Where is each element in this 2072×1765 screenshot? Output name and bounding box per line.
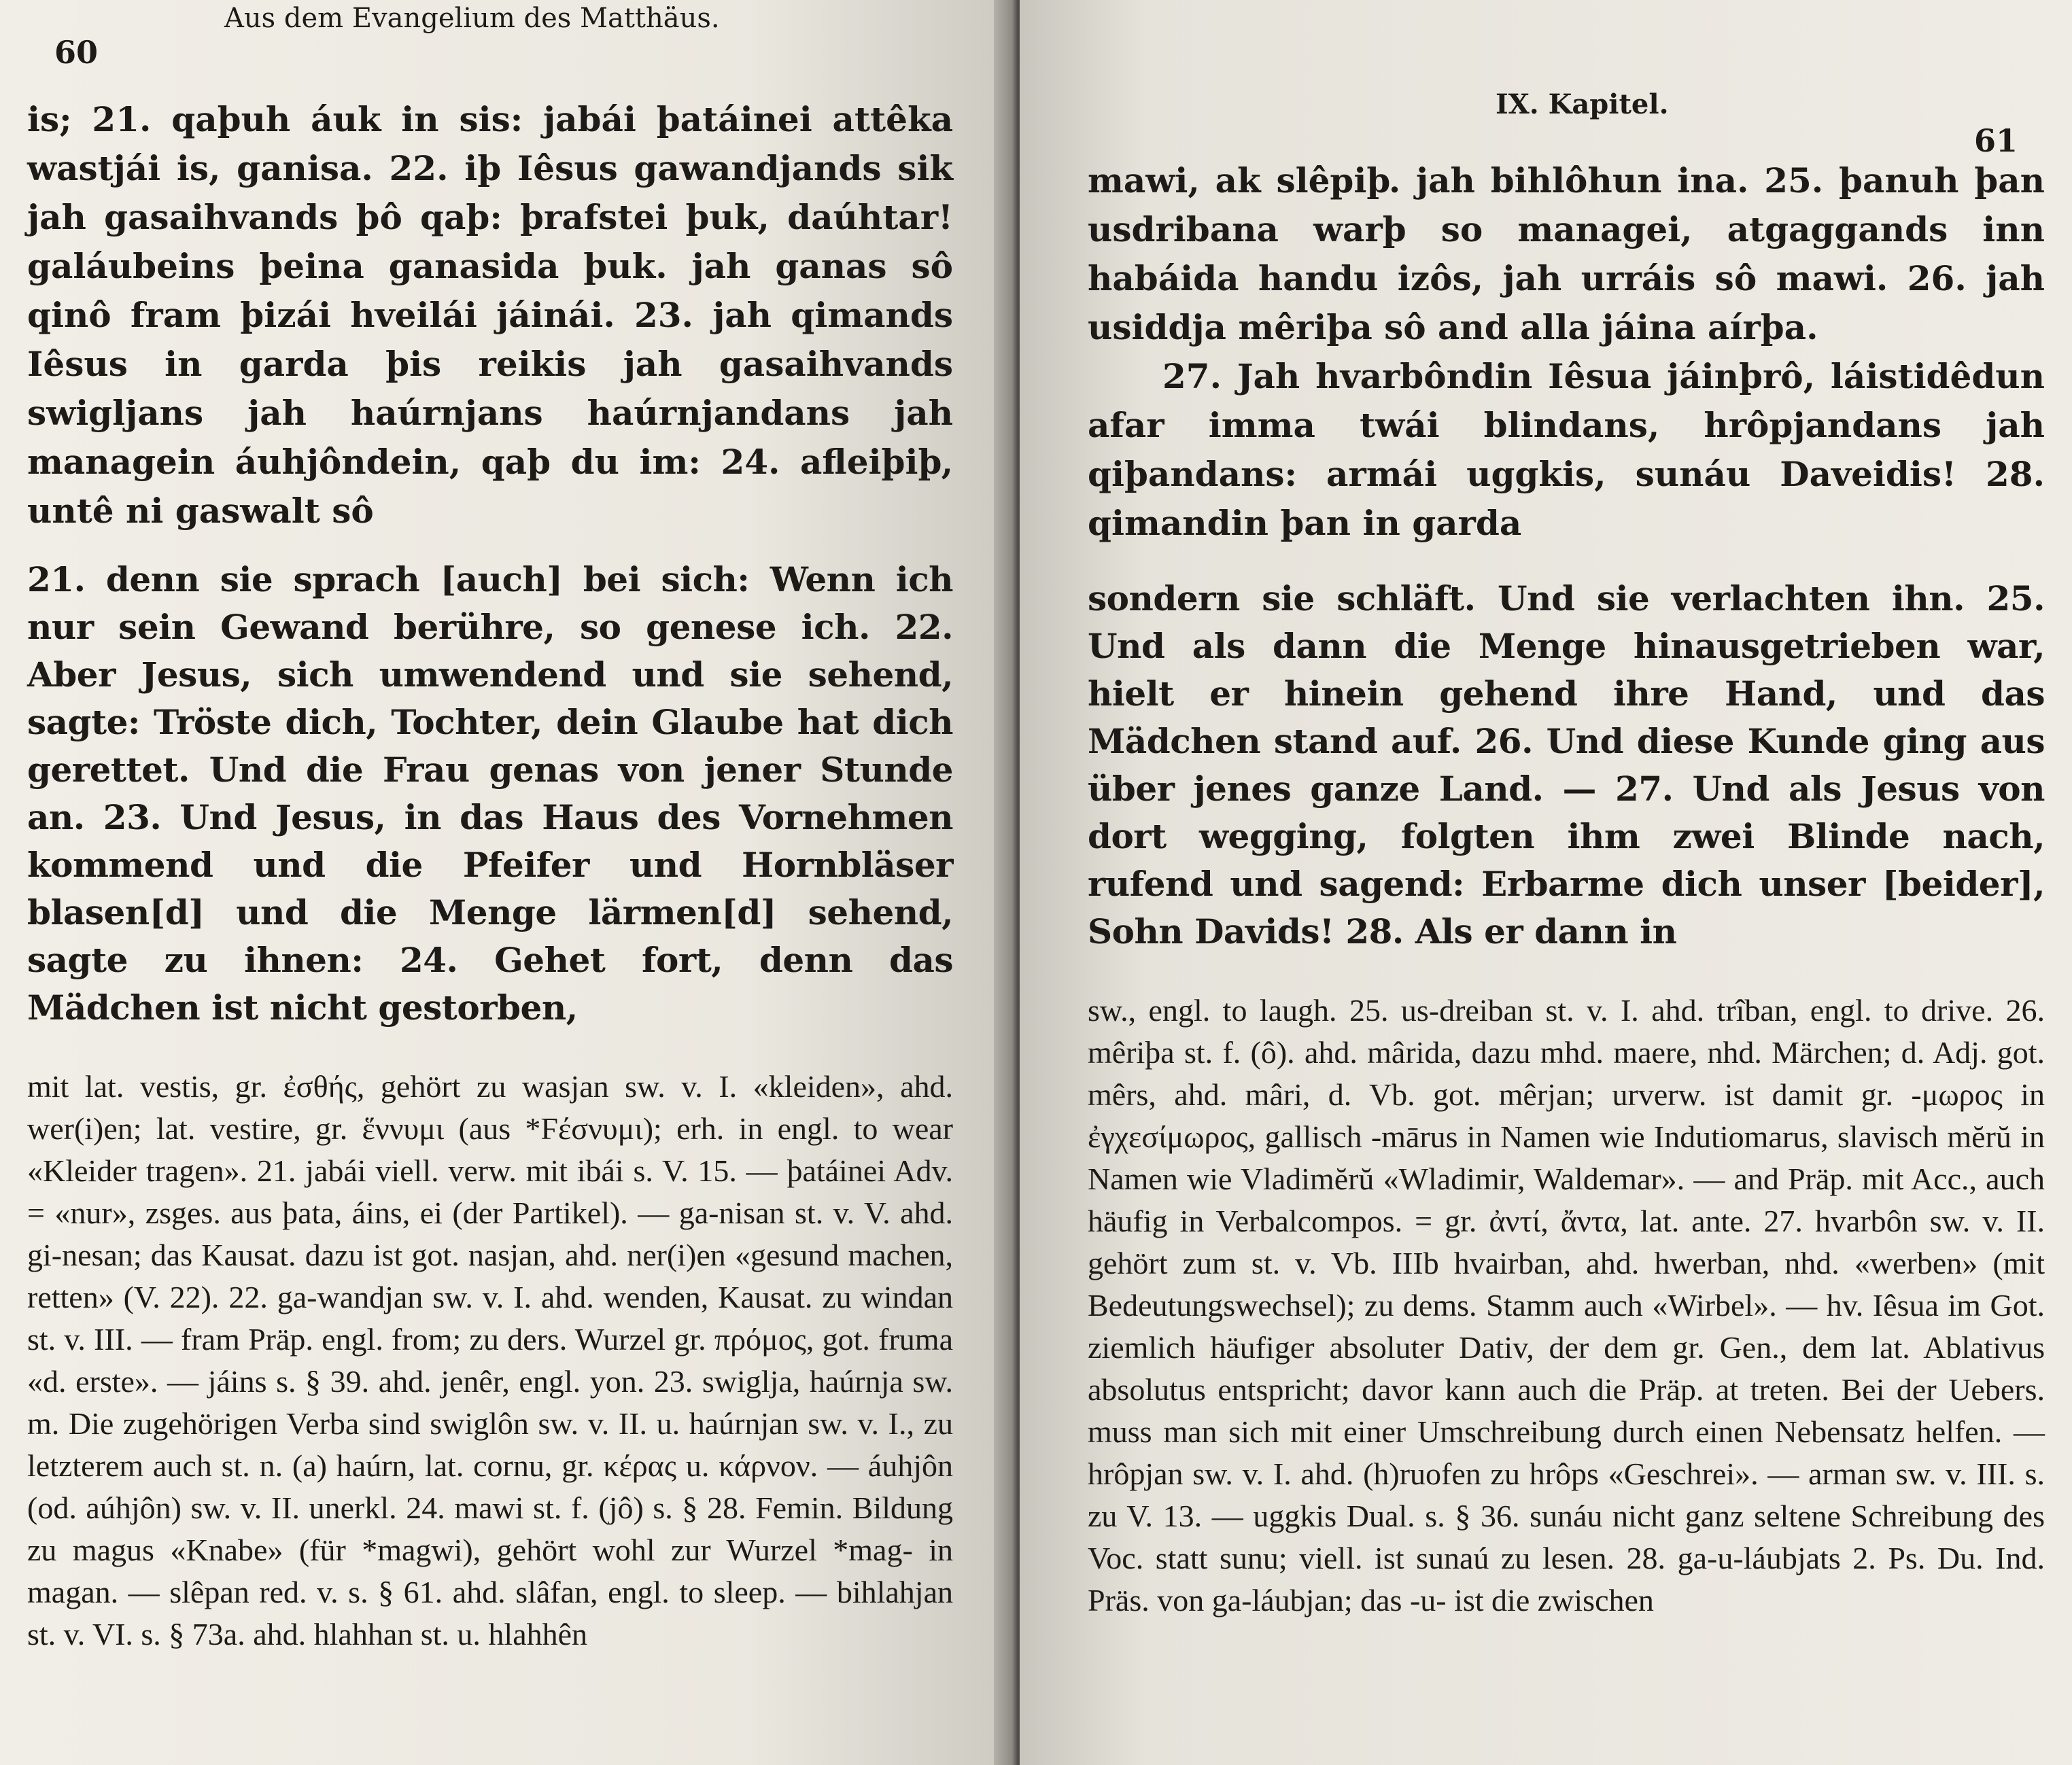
gothic-paragraph: is; 21. qaþuh áuk in sis: jabái þatáinei attêka wastjái is, ganisa. 22. iþ Iêsus gawandjands sik jah gasaihvands þô qaþ: þrafstei þuk, daúhtar! galáubeins þeina ganasida þuk. jah ganas sô qinô fram þizái hveilái jáinái. 23. jah qimands Iêsus in garda þis reikis jah gasaihvands swigljans jah haúrnjans haúrnjandans jah managein áuhjôndein, qaþ du im: 24. afleiþiþ, untê ni gaswalt sô	[27, 99, 953, 531]
gothic-text	[27, 88, 953, 536]
page-number: 60	[54, 34, 99, 71]
running-title: Aus dem Evangelium des Matthäus.	[224, 3, 720, 34]
german-translation: 21. denn sie sprach [auch] bei sich: Wenn ich nur sein Gewand berühre, so genese ich. 22. Aber Jesus, sich umwendend und sie sehend, sagte: Tröste dich, Tochter, dein Glaube hat dich gerettet. Und die Frau genas von jener Stunde an. 23. Und Jesus, in das Haus des Vornehmen kommend und die Pfeifer und Hornbläser blasen[d] und die Menge lärmen[d] sehend, sagte zu ihnen: 24. Gehet fort, denn das Mädchen ist nicht gestorben,	[27, 559, 953, 1028]
right-page	[1020, 0, 2072, 1765]
gothic-paragraph: mawi, ak slêpiþ. jah bihlôhun ina. 25. þanuh þan usdribana warþ so managei, atgaggands inn habáida handu izôs, jah urráis sô mawi. 26. jah usiddja mêriþa sô and alla jáina aírþa.	[1088, 160, 2045, 347]
commentary-notes: mit lat. vestis, gr. ἐσθής, gehört zu wasjan sw. v. I. «kleiden», ahd. wer(i)en; lat. vestire, gr. ἕννυμι (aus *Ϝέσνυμι); erh. in engl. to wear «Kleider tragen». 21. jabái viell. verw. mit ibái s. V. 15. — þatáinei Adv. = «nur», zsges. aus þata, áins, ei (der Partikel). — ga-nisan st. v. V. ahd. gi-nesan; das Kausat. dazu ist got. nasjan, ahd. ner(i)en «gesund machen, retten» (V. 22). 22. ga-wandjan sw. v. I. ahd. wenden, Kausat. zu windan st. v. III. — fram Präp. engl. from; zu ders. Wurzel gr. πρόμος, got. fruma «d. erste». — jáins s. § 39. ahd. jenêr, engl. yon. 23. swiglja, haúrnja sw. m. Die zugehörigen Verba sind swiglôn sw. v. II. u. haúrnjan sw. v. I., zu letzterem auch st. n. (a) haúrn, lat. cornu, gr. κέρας u. κάρνον. — áuhjôn (od. aúhjôn) sw. v. II. unerkl. 24. mawi st. f. (jô) s. § 28. Femin. Bildung zu magus «Knabe» (für *magwi), gehört wohl zur Wurzel *mag- in magan. — slêpan red. v. s. § 61. ahd. slâfan, engl. to sleep. — bihlahjan st. v. VI. s. § 73a. ahd. hlahhan st. u. hlahhên	[27, 1069, 953, 1652]
gothic-text	[1088, 156, 2045, 548]
right-page-header	[1088, 0, 2045, 159]
running-title: IX. Kapitel.	[1496, 88, 1669, 120]
left-page	[0, 0, 994, 1765]
page-number: 61	[1973, 122, 2018, 159]
gothic-paragraph: 27. Jah hvarbôndin Iêsua jáinþrô, láistidêdun afar imma twái blindans, hrôpjandans jah qiþandans: armái uggkis, sunáu Daveidis! 28. qimandin þan in garda	[1088, 356, 2045, 543]
commentary-notes: sw., engl. to laugh. 25. us-dreiban st. v. I. ahd. trîban, engl. to drive. 26. mêriþa st. f. (ô). ahd. mârida, dazu mhd. maere, nhd. Märchen; d. Adj. got. mêrs, ahd. mâri, d. Vb. got. mêrjan; urverw. ist damit gr. -μωρος in ἐγχεσίμωρος, gallisch -mārus in Namen wie Indutiomarus, slavisch mĕrŭ in Namen wie Vladimĕrŭ «Wladimir, Waldemar». — and Präp. mit Acc., auch häufig in Verbalcompos. = gr. ἀντί, ἄντα, lat. ante. 27. hvarbôn sw. v. II. gehört zum st. v. Vb. IIIb hvairban, ahd. hwerban, nhd. «werben» (mit Bedeutungswechsel); zu dems. Stamm auch «Wirbel». — hv. Iêsua im Got. ziemlich häufiger absoluter Dativ, der dem gr. Gen., dem lat. Ablativus absolutus entspricht; davor kann auch die Präp. at treten. Bei der Uebers. muss man sich mit einer Umschreibung durch einen Nebensatz helfen. — hrôpjan sw. v. I. ahd. (h)ruofen zu hrôps «Geschrei». — arman sw. v. III. s. zu V. 13. — uggkis Dual. s. § 36. sunáu nicht ganz seltene Schreibung des Voc. statt sunu; viell. ist sunaú zu lesen. 28. ga-u-láubjats 2. Ps. Du. Ind. Präs. von ga-láubjan; das -u- ist die zwischen	[1088, 993, 2045, 1618]
left-page-header	[27, 0, 953, 88]
german-translation: sondern sie schläft. Und sie verlachten ihn. 25. Und als dann die Menge hinausgetrieben war, hielt er hinein gehend ihre Hand, und das Mädchen stand auf. 26. Und diese Kunde ging aus über jenes ganze Land. — 27. Und als Jesus von dort wegging, folgten ihm zwei Blinde nach, rufend und sagend: Erbarme dich unser [beider], Sohn Davids! 28. Als er dann in	[1088, 578, 2045, 951]
